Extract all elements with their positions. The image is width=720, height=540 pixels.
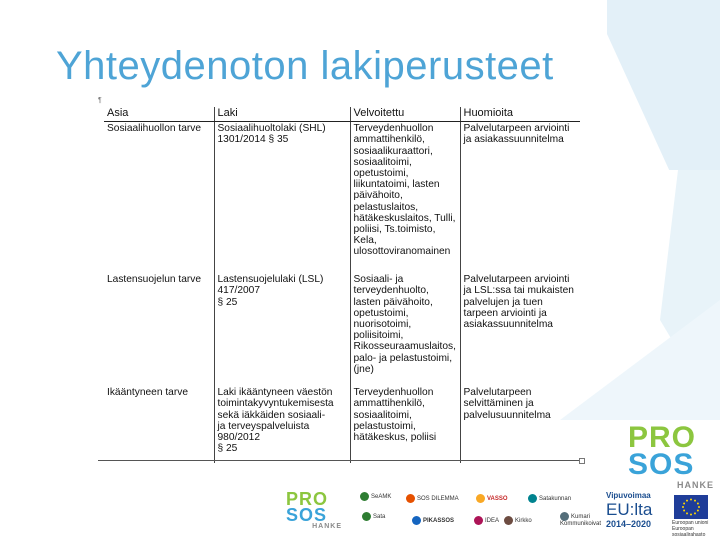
dilemma-icon — [406, 494, 415, 503]
cell-asia: Sosiaalihuollon tarve — [107, 123, 202, 135]
pilcrow-mark: ¶ — [98, 97, 102, 104]
cell-velvoitettu: Terveydenhuollon ammattihenkilö, sosiaalitoimi, pelastustoimi, hätäkeskus, poliisi — [350, 386, 460, 463]
prosos-logo-hanke: HANKE — [312, 523, 342, 531]
partner-logo-sos-dilemma: SOS DILEMMA — [406, 494, 459, 503]
header-huomioita: Huomioita — [460, 107, 580, 122]
partner-logo-sata: Sata — [362, 512, 385, 521]
table-row — [104, 273, 580, 386]
prosos-logo-hanke: HANKE — [676, 480, 714, 490]
eu-flag-icon — [674, 495, 708, 519]
partner-logo-kumari: Kumari Kommunikoivat — [560, 512, 606, 528]
seamk-icon — [360, 492, 369, 501]
cell-asia: Lastensuojelun tarve — [107, 274, 202, 286]
prosos-logo-bottom: SOS — [628, 448, 695, 481]
header-laki: Laki — [214, 107, 350, 122]
background-decoration — [560, 300, 720, 420]
satakunta-icon — [528, 494, 537, 503]
partner-logo-satakunta: Satakunnan — [528, 494, 571, 503]
law-table — [104, 107, 580, 463]
cell-huomioita: Palvelutarpeen arviointi ja asiakassuunnitelma — [460, 122, 580, 274]
table-corner-mark — [579, 458, 585, 464]
slide-title: Yhteydenoton lakiperusteet — [56, 44, 554, 88]
cell-asia: Ikääntyneen tarve — [107, 387, 188, 399]
law-table-image — [98, 97, 584, 465]
cell-huomioita: Palvelutarpeen arviointi ja LSL:ssa tai mukaisten palvelujen ja tuen tarpeen arviointi ja asiakassuunnitelma — [460, 273, 580, 386]
eu-caption-text: Euroopan unioni Euroopan sosiaalirahasto — [672, 520, 709, 538]
pikassos-icon — [412, 516, 421, 525]
prosos-logo-bottom: SOS — [286, 505, 328, 526]
header-velvoitettu: Velvoitettu — [350, 107, 460, 122]
eu-main-text: EU:lta — [606, 500, 653, 519]
kumari-icon — [560, 512, 569, 521]
church-icon — [504, 516, 513, 525]
prosos-logo-small — [286, 491, 342, 535]
header-asia: Asia — [104, 107, 214, 122]
cell-laki: Laki ikääntyneen väestön toimintakyvyntukemisesta sekä iäkkäiden sosiaali- ja terveyspalveluista 980/2012 § 25 — [214, 386, 350, 463]
partner-logo-vasso: VASSO — [476, 494, 508, 503]
partner-logo-idea: IDEA — [474, 516, 499, 525]
sata-icon — [362, 512, 371, 521]
cell-laki: Sosiaalihuoltolaki (SHL) 1301/2014 § 35 — [214, 122, 350, 274]
table-header-row — [104, 107, 580, 122]
eu-lead-text: Vipuvoimaa — [606, 491, 651, 500]
idea-icon — [474, 516, 483, 525]
eu-years-text: 2014–2020 — [606, 519, 652, 529]
cell-velvoitettu: Terveydenhuollon ammattihenkilö, sosiaalikuraattori, sosiaalitoimi, opetustoimi, liikuntatoimi, lasten päivähoito, pelastuslaitos, hätäkeskuslaitos, Tulli, poliisi, Ts.toimisto, Kela, ulosottoviranomainen — [350, 122, 460, 274]
background-decoration — [607, 0, 720, 170]
partner-logo-pikassos: PIKASSOS — [412, 516, 454, 525]
partner-logo-kirkko: Kirkko — [504, 516, 532, 525]
cell-huomioita: Palvelutarpeen selvittäminen ja palvelusuunnitelma — [460, 386, 580, 463]
cell-velvoitettu: Sosiaali- ja terveydenhuolto, lasten päivähoito, opetustoimi, nuorisotoimi, poliisitoimi, Rikosseuraamuslaitos, palo- ja pelastustoimi, (jne) — [350, 273, 460, 386]
prosos-logo-large — [628, 421, 714, 490]
eu-funding-logo — [606, 491, 716, 538]
table-row — [104, 386, 580, 463]
table-bottom-rule — [98, 460, 580, 461]
partner-logo-seamk: SeAMK — [360, 492, 391, 501]
prosos-logo-top: PRO — [628, 421, 697, 454]
table-row — [104, 122, 580, 274]
prosos-logo-top: PRO — [286, 489, 329, 509]
vasso-icon — [476, 494, 485, 503]
cell-laki: Lastensuojelulaki (LSL) 417/2007 § 25 — [214, 273, 350, 386]
